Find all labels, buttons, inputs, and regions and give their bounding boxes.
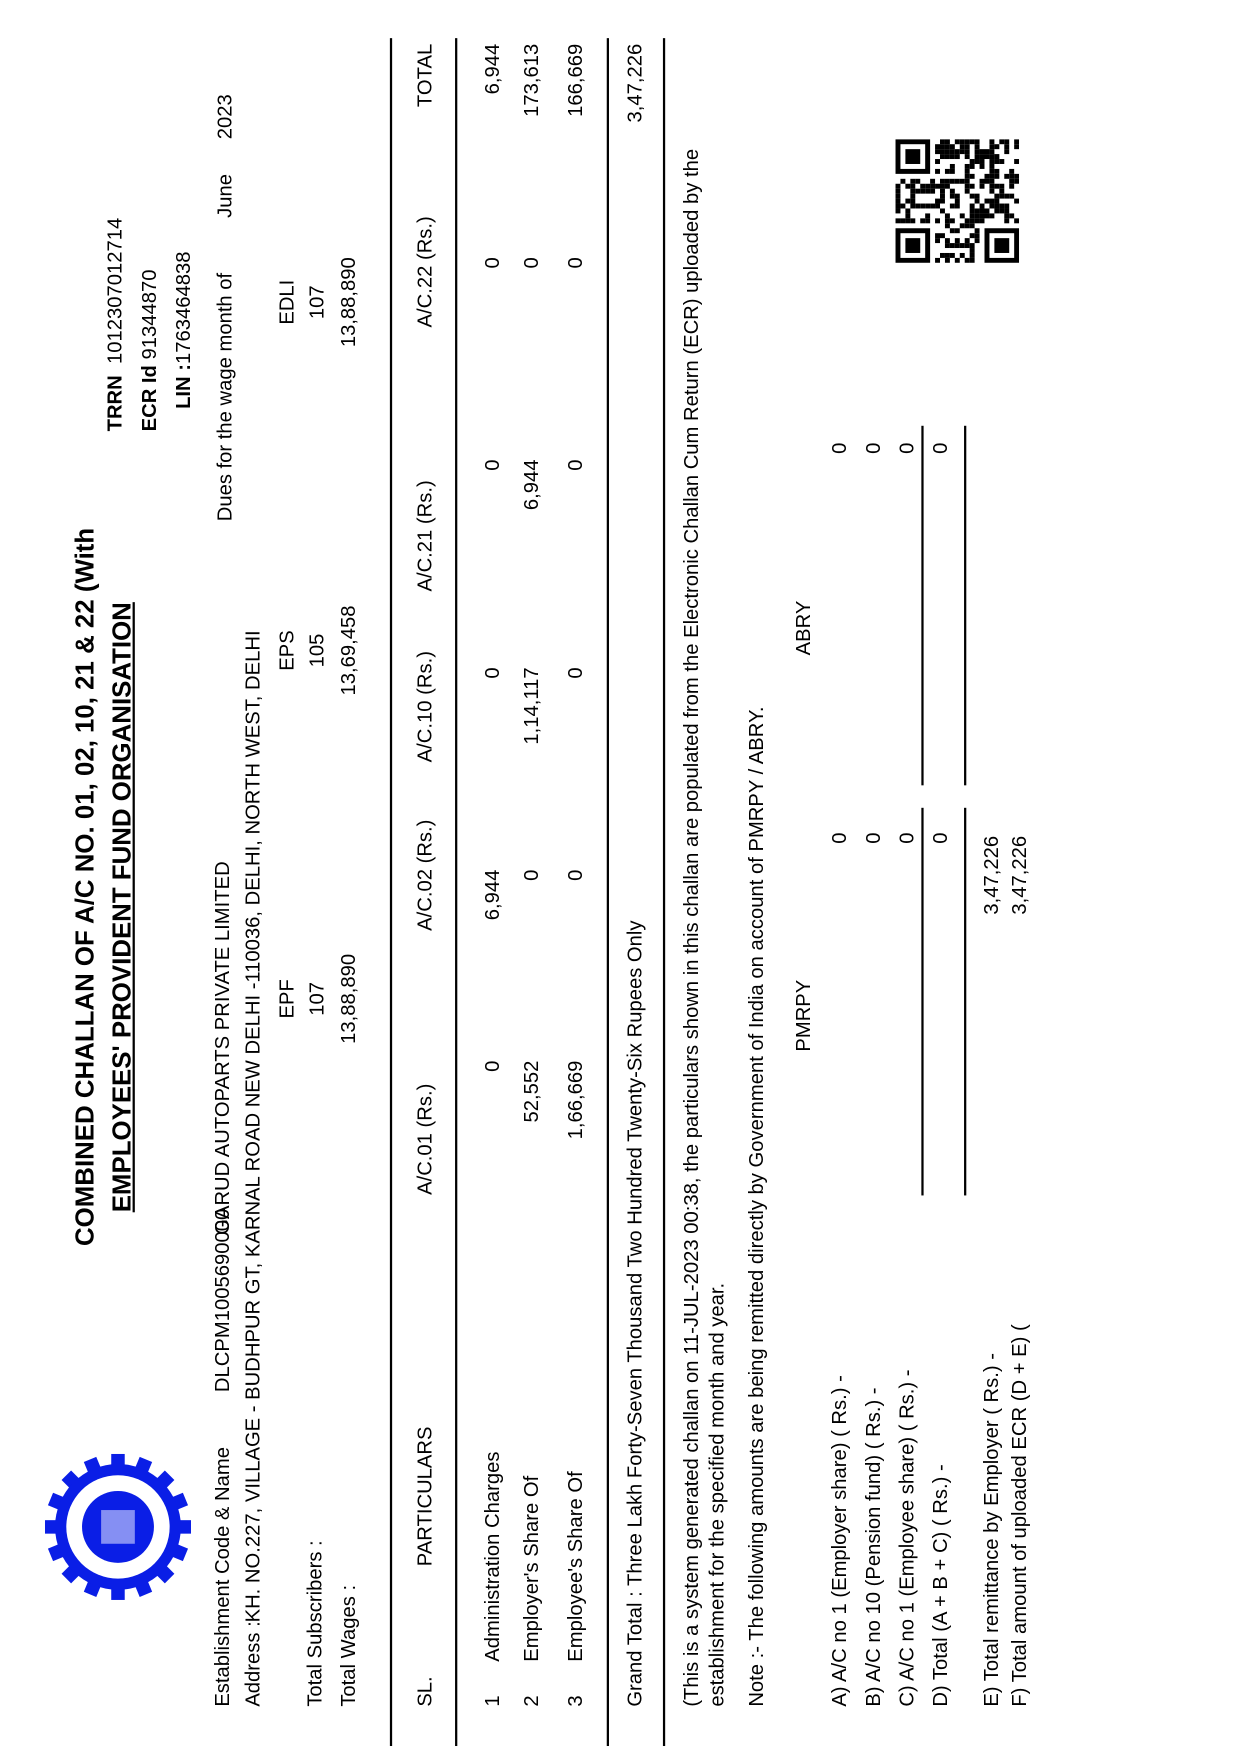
remit-abry: 0 (861, 442, 885, 454)
remit-abry: 0 (895, 442, 918, 454)
eps-wages: 13,69,458 (337, 605, 360, 696)
remit-abry: 0 (828, 442, 851, 454)
remit-pmrpy: 0 (861, 832, 885, 844)
table-cell-amount: 0 (480, 1060, 504, 1072)
table-cell-amount: 0 (480, 257, 504, 269)
title-line1: COMBINED CHALLAN OF A/C NO. 01, 02, 10, 21 & 22 (With (69, 527, 99, 1247)
epf-wages: 13,88,890 (337, 953, 360, 1044)
dues-year: 2023 (213, 94, 236, 140)
table-header-cell: SL. (413, 1676, 436, 1707)
trrn: TRRN 1012307012714 (103, 217, 126, 432)
table-header-cell: TOTAL (413, 43, 436, 108)
table-cell-amount: 0 (564, 869, 587, 881)
remit-pmrpy: 0 (828, 832, 851, 844)
table-cell-sl: 2 (520, 1695, 543, 1707)
edli-header: EDLI (275, 279, 298, 325)
abry-total-rule (921, 426, 923, 786)
remit-label: C) A/C no 1 (Employee share) ( Rs.) - (895, 1369, 918, 1707)
edli-subscribers: 107 (305, 285, 329, 320)
table-header-rule (455, 38, 457, 1746)
system-note-line2: establishment for the specified month and year. (705, 1282, 729, 1707)
table-cell-amount: 6,944 (480, 869, 504, 921)
table-cell-amount: 0 (520, 869, 543, 881)
edli-wages: 13,88,890 (337, 257, 360, 348)
subscribers-label: Total Subscribers : (303, 1540, 326, 1707)
abry-bottom-rule (964, 426, 966, 786)
table-cell-amount: 166,669 (564, 43, 587, 117)
lin: LIN :1763464838 (171, 251, 195, 409)
remit-pmrpy: 0 (895, 832, 918, 844)
govt-note: Note :- The following amounts are being remitted directly by Government of India on account of PMRPY / ABRY. (744, 706, 768, 1707)
system-note-line1: (This is a system generated challan on 11-JUL-2023 00:38, the particulars shown in this challan are populated from the Electronic Challan Cum Return (ECR) uploaded by the (679, 148, 703, 1707)
address-label: Address : (241, 1621, 265, 1707)
table-bottom-rule (607, 38, 609, 1746)
table-cell-amount: 173,613 (520, 43, 543, 117)
remit-pmrpy: 0 (929, 832, 952, 844)
table-header-cell: A/C.10 (Rs.) (413, 651, 436, 763)
pmrpy-total-rule (921, 808, 923, 1196)
table-cell-amount: 0 (564, 459, 587, 471)
ecr-total-label: F) Total amount of uploaded ECR (D + E) ( (1007, 1324, 1031, 1707)
table-top-rule (390, 38, 392, 1746)
grand-total-value: 3,47,226 (623, 43, 647, 123)
table-cell-amount: 6,944 (520, 459, 543, 511)
eps-header: EPS (275, 630, 298, 671)
employer-remittance-value: 3,47,226 (979, 835, 1003, 915)
table-header-cell: PARTICULARS (413, 1426, 436, 1567)
eps-subscribers: 105 (305, 633, 329, 668)
establishment-name: GARUD AUTOPARTS PRIVATE LIMITED (211, 861, 234, 1235)
table-cell-amount: 6,944 (480, 43, 504, 95)
table-cell-particulars: Employee's Share Of (564, 1471, 587, 1662)
remit-abry: 0 (929, 442, 952, 454)
grand-total-label: Grand Total : Three Lakh Forty-Seven Thousand Two Hundred Twenty-Six Rupees Only (623, 920, 647, 1707)
ecr-total-value: 3,47,226 (1007, 835, 1031, 915)
wages-label: Total Wages : (337, 1584, 360, 1707)
remit-label: A) A/C no 1 (Employer share) ( Rs.) - (828, 1375, 851, 1707)
dues-label: Dues for the wage month of (213, 272, 236, 522)
table-cell-sl: 3 (564, 1695, 587, 1707)
pmrpy-bottom-rule (964, 808, 966, 1196)
table-header-cell: A/C.02 (Rs.) (413, 819, 436, 931)
pmrpy-header: PMRPY (792, 979, 815, 1052)
table-cell-sl: 1 (480, 1695, 504, 1707)
table-cell-amount: 0 (520, 257, 543, 269)
table-cell-amount: 52,552 (520, 1060, 543, 1123)
qr-code-icon (896, 139, 1020, 263)
table-header-cell: A/C.01 (Rs.) (413, 1083, 436, 1195)
ecr-id: ECR Id 91344870 (138, 269, 161, 432)
epfo-logo-icon (45, 1454, 191, 1600)
abry-header: ABRY (792, 600, 815, 656)
table-cell-amount: 0 (480, 459, 504, 471)
table-cell-amount: 0 (564, 257, 587, 269)
establishment-code: DLCPM1005690000 (211, 1208, 234, 1393)
table-header-cell: A/C.21 (Rs.) (413, 480, 436, 592)
epf-subscribers: 107 (305, 981, 329, 1016)
address: KH. NO.227, VILLAGE - BUDHPUR GT, KARNAL ROAD NEW DELHI -110036, DELHI, NORTH WEST, DELHI (241, 630, 265, 1623)
title-line2: EMPLOYEES' PROVIDENT FUND ORGANISATION (106, 602, 136, 1213)
employer-remittance-label: E) Total remittance by Employer ( Rs.) - (979, 1353, 1003, 1707)
remit-label: B) A/C no 10 (Pension fund) ( Rs.) - (861, 1387, 885, 1707)
table-cell-particulars: Employer's Share Of (520, 1475, 543, 1662)
table-cell-amount: 0 (564, 667, 587, 679)
remit-label: D) Total (A + B + C) ( Rs.) - (929, 1464, 952, 1707)
establishment-label: Establishment Code & Name (211, 1447, 234, 1707)
dues-month: June (213, 174, 236, 218)
table-cell-amount: 1,66,669 (564, 1060, 587, 1140)
table-cell-particulars: Administration Charges (480, 1451, 504, 1662)
table-cell-amount: 1,14,117 (520, 667, 543, 745)
table-cell-amount: 0 (480, 667, 504, 679)
table-header-cell: A/C.22 (Rs.) (413, 216, 436, 328)
grand-total-rule (663, 38, 665, 1746)
epf-header: EPF (275, 979, 298, 1019)
